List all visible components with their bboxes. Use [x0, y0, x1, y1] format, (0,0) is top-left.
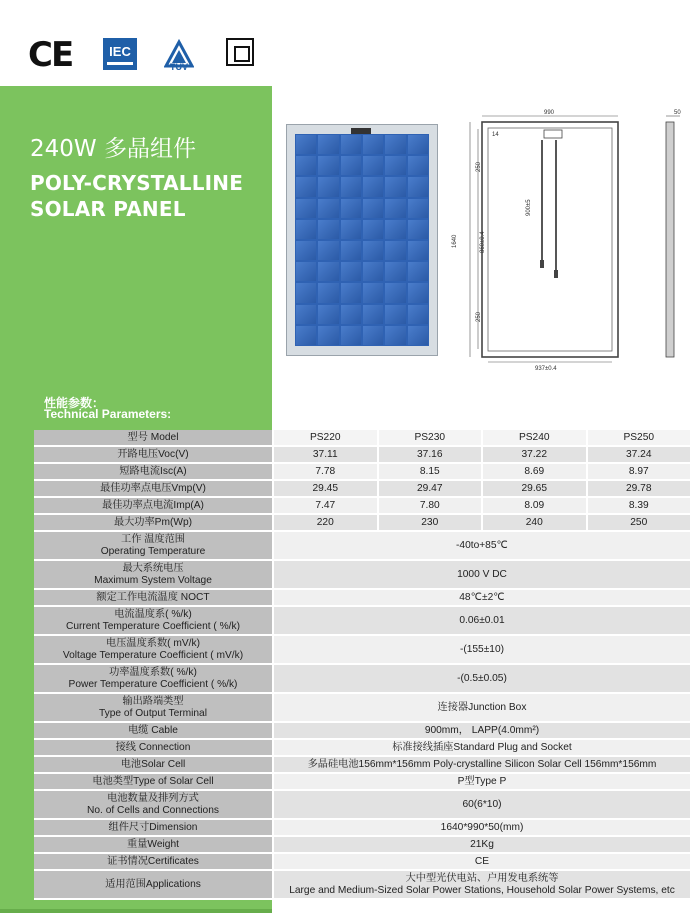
- ce-logo: CE: [28, 35, 73, 75]
- row-label: 最大功率Pm(Wp): [34, 514, 273, 531]
- row-label: 重量Weight: [34, 836, 273, 853]
- table-row: [34, 853, 691, 870]
- solar-cell: [408, 241, 428, 260]
- solar-cell: [385, 305, 405, 324]
- model-cell: PS230: [378, 430, 483, 446]
- solar-cell: [341, 305, 361, 324]
- value-cell: 8.97: [587, 463, 692, 480]
- solar-cell: [408, 135, 428, 154]
- solar-cell: [385, 220, 405, 239]
- table-row: [34, 790, 691, 819]
- row-label: 开路电压Voc(V): [34, 446, 273, 463]
- solar-cell: [296, 305, 316, 324]
- solar-cell: [341, 220, 361, 239]
- solar-cell: [385, 326, 405, 345]
- row-label: 工作 温度范围 Operating Temperature: [34, 531, 273, 560]
- table-row: [34, 514, 691, 531]
- value-cell: 230: [378, 514, 483, 531]
- solar-cell: [408, 177, 428, 196]
- value-cell: 240: [482, 514, 587, 531]
- solar-cell: [408, 199, 428, 218]
- row-label: 最佳功率点电压Vmp(V): [34, 480, 273, 497]
- solar-cell: [341, 326, 361, 345]
- row-label: 电池数量及排列方式 No. of Cells and Connections: [34, 790, 273, 819]
- row-label: 短路电流Isc(A): [34, 463, 273, 480]
- row-label: 证书情况Certificates: [34, 853, 273, 870]
- solar-cell: [318, 199, 338, 218]
- solar-cell: [318, 262, 338, 281]
- dim-depth: 50: [674, 110, 681, 116]
- panel-cells: [295, 134, 429, 346]
- solar-cell: [296, 135, 316, 154]
- solar-cell: [296, 262, 316, 281]
- value-cell: 1640*990*50(mm): [273, 819, 691, 836]
- value-cell: -(155±10): [273, 635, 691, 664]
- row-label: 最佳功率点电流Imp(A): [34, 497, 273, 514]
- table-row: [34, 819, 691, 836]
- solar-cell: [341, 135, 361, 154]
- model-cell: PS250: [587, 430, 692, 446]
- solar-cell: [296, 283, 316, 302]
- solar-cell: [385, 177, 405, 196]
- table-row: [34, 560, 691, 589]
- row-label: 电流温度系( %/k) Current Temperature Coefficient ( %/k): [34, 606, 273, 635]
- solar-cell: [385, 241, 405, 260]
- solar-cell: [408, 305, 428, 324]
- solar-cell: [341, 156, 361, 175]
- dim-width: 990: [544, 110, 555, 116]
- section-title-english: Technical Parameters:: [44, 407, 172, 421]
- solar-cell: [341, 199, 361, 218]
- row-label: 接线 Connection: [34, 739, 273, 756]
- dim-cable: 900±5: [526, 199, 532, 216]
- title-chinese: 240W 多晶组件: [30, 136, 196, 162]
- value-cell: 37.22: [482, 446, 587, 463]
- value-cell: 连接器Junction Box: [273, 693, 691, 722]
- solar-cell: [318, 283, 338, 302]
- dimension-drawing: [440, 104, 690, 374]
- tuv-label: TÜV: [170, 62, 188, 72]
- solar-cell: [296, 177, 316, 196]
- solar-cell: [296, 220, 316, 239]
- solar-cell: [408, 326, 428, 345]
- model-cell: PS220: [273, 430, 378, 446]
- model-cell: PS240: [482, 430, 587, 446]
- value-cell: 900mm， LAPP(4.0mm²): [273, 722, 691, 739]
- title-english: POLY-CRYSTALLINE SOLAR PANEL: [30, 171, 244, 221]
- table-row: [34, 446, 691, 463]
- solar-cell: [385, 199, 405, 218]
- value-cell: 8.15: [378, 463, 483, 480]
- solar-cell: [318, 305, 338, 324]
- row-label: 电缆 Cable: [34, 722, 273, 739]
- dim-corner: 14: [492, 132, 499, 138]
- table-row: [34, 497, 691, 514]
- value-cell: 7.80: [378, 497, 483, 514]
- double-insulation-icon: [226, 38, 254, 66]
- table-row: [34, 693, 691, 722]
- dim-hole-span: 860±0.4: [480, 231, 486, 253]
- row-label: 功率温度系数( %/k) Power Temperature Coefficient ( %/k): [34, 664, 273, 693]
- value-cell: 多晶硅电池156mm*156mm Poly-crystalline Silicon Solar Cell 156mm*156mm: [273, 756, 691, 773]
- value-cell: 7.47: [273, 497, 378, 514]
- solar-cell: [318, 241, 338, 260]
- solar-cell: [363, 241, 383, 260]
- dim-bottom-offset: 250: [476, 311, 482, 322]
- row-label: 最大系统电压 Maximum System Voltage: [34, 560, 273, 589]
- solar-cell: [385, 283, 405, 302]
- solar-cell: [363, 156, 383, 175]
- table-row: [34, 836, 691, 853]
- solar-cell: [408, 220, 428, 239]
- table-row: [34, 722, 691, 739]
- table-row: [34, 773, 691, 790]
- solar-cell: [341, 177, 361, 196]
- solar-cell: [318, 220, 338, 239]
- solar-cell: [408, 283, 428, 302]
- solar-cell: [363, 135, 383, 154]
- value-cell: 29.78: [587, 480, 692, 497]
- value-cell: 60(6*10): [273, 790, 691, 819]
- table-row: [34, 739, 691, 756]
- section-title-chinese: 性能参数：: [44, 396, 105, 410]
- value-cell: 0.06±0.01: [273, 606, 691, 635]
- value-cell: 7.78: [273, 463, 378, 480]
- value-cell: 8.69: [482, 463, 587, 480]
- table-row: [34, 463, 691, 480]
- row-label: 电池Solar Cell: [34, 756, 273, 773]
- solar-cell: [296, 326, 316, 345]
- value-cell: -40to+85℃: [273, 531, 691, 560]
- solar-cell: [363, 305, 383, 324]
- solar-cell: [341, 262, 361, 281]
- table-row: [34, 870, 691, 899]
- table-row: [34, 664, 691, 693]
- table-row: [34, 756, 691, 773]
- row-label: 额定工作电流温度 NOCT: [34, 589, 273, 606]
- value-cell: 29.47: [378, 480, 483, 497]
- solar-cell: [363, 326, 383, 345]
- solar-cell: [363, 283, 383, 302]
- value-cell: 48℃±2℃: [273, 589, 691, 606]
- table-row: [34, 480, 691, 497]
- solar-cell: [341, 283, 361, 302]
- solar-cell: [318, 177, 338, 196]
- solar-cell: [408, 262, 428, 281]
- solar-cell: [318, 135, 338, 154]
- row-label: 组件尺寸Dimension: [34, 819, 273, 836]
- value-cell: P型Type P: [273, 773, 691, 790]
- table-row: [34, 589, 691, 606]
- solar-cell: [318, 326, 338, 345]
- value-cell: 标准接线插座Standard Plug and Socket: [273, 739, 691, 756]
- row-label: 适用范围Applications: [34, 870, 273, 899]
- row-label: 型号 Model: [34, 430, 273, 446]
- solar-cell: [363, 199, 383, 218]
- solar-cell: [363, 262, 383, 281]
- row-label: 电池类型Type of Solar Cell: [34, 773, 273, 790]
- value-cell: 250: [587, 514, 692, 531]
- table-row: [34, 606, 691, 635]
- solar-cell: [408, 156, 428, 175]
- table-row: [34, 635, 691, 664]
- solar-cell: [318, 156, 338, 175]
- solar-cell: [363, 177, 383, 196]
- table-header-row: [34, 430, 691, 446]
- value-cell: 29.65: [482, 480, 587, 497]
- solar-cell: [385, 262, 405, 281]
- solar-panel-image: [286, 124, 438, 356]
- solar-cell: [363, 220, 383, 239]
- value-cell: 220: [273, 514, 378, 531]
- solar-cell: [296, 199, 316, 218]
- value-cell: 1000 V DC: [273, 560, 691, 589]
- iec-logo: IEC: [103, 38, 137, 70]
- value-cell: 8.09: [482, 497, 587, 514]
- row-label: 输出路端类型 Type of Output Terminal: [34, 693, 273, 722]
- value-cell: 37.11: [273, 446, 378, 463]
- dim-height: 1640: [452, 234, 458, 248]
- technical-parameters-table: [34, 430, 692, 900]
- value-cell: 8.39: [587, 497, 692, 514]
- value-cell: -(0.5±0.05): [273, 664, 691, 693]
- solar-cell: [296, 241, 316, 260]
- value-cell: CE: [273, 853, 691, 870]
- table-row: [34, 531, 691, 560]
- dim-inner-width: 937±0.4: [535, 366, 557, 372]
- solar-cell: [385, 135, 405, 154]
- value-cell: 21Kg: [273, 836, 691, 853]
- solar-cell: [341, 241, 361, 260]
- solar-cell: [385, 156, 405, 175]
- row-label: 电压温度系数( mV/k) Voltage Temperature Coefficient ( mV/k): [34, 635, 273, 664]
- dim-top-offset: 250: [476, 161, 482, 172]
- value-cell: 37.24: [587, 446, 692, 463]
- value-cell: 37.16: [378, 446, 483, 463]
- value-cell: 29.45: [273, 480, 378, 497]
- value-cell: 大中型光伏电站、户用发电系统等 Large and Medium-Sized Solar Power Stations, Household Solar Power Systems, etc: [273, 870, 691, 899]
- solar-cell: [296, 156, 316, 175]
